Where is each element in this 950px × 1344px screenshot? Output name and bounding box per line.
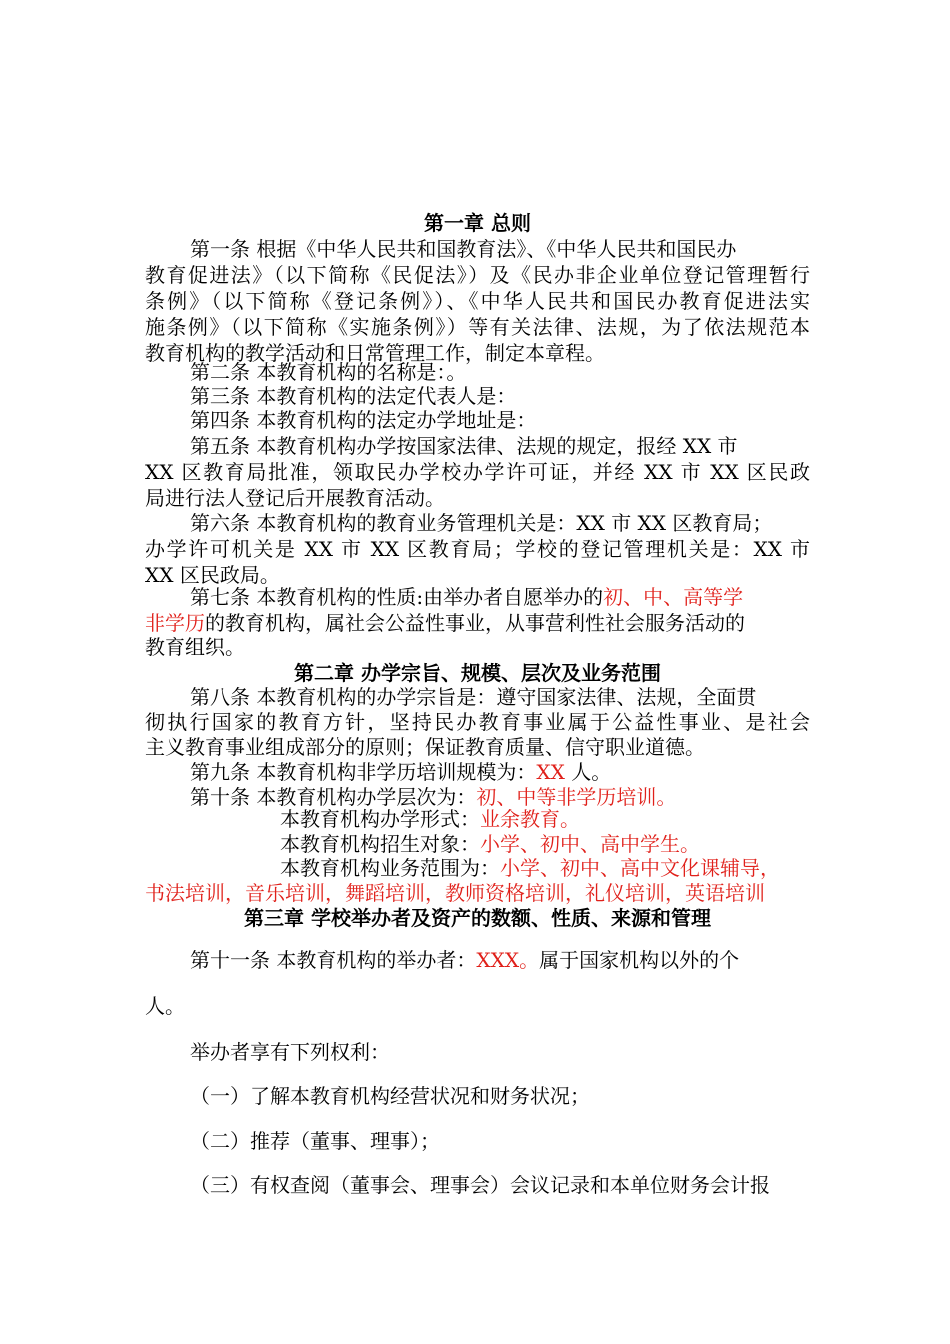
school-form-value: 业余教育。: [480, 807, 580, 831]
article-1-line-2: 教育促进法》（以下简称《民促法》）及《民办非企业单位登记管理暂行: [145, 263, 810, 287]
article-6-line-2: 办学许可机关是 XX 市 XX 区教育局；学校的登记管理机关是：XX 市: [145, 537, 810, 561]
chapter-3-title: 第三章 学校举办者及资产的数额、性质、来源和管理: [244, 906, 711, 930]
enrollment-target-value: 小学、初中、高中学生。: [480, 832, 700, 856]
article-6-line-3: XX 区民政局。: [145, 563, 280, 587]
enrollment-target-label: 本教育机构招生对象：: [280, 832, 480, 856]
article-9-text: 第九条 本教育机构非学历培训规模为：: [190, 760, 537, 784]
article-11-line-1: [190, 947, 810, 973]
article-5-line-2: XX 区教育局批准，领取民办学校办学许可证，并经 XX 市 XX 区民政: [145, 460, 810, 484]
article-8-line-1: 第八条 本教育机构的办学宗旨是：遵守国家法律、法规，全面贯: [190, 685, 757, 709]
school-form: [280, 806, 810, 832]
article-1-line-4: 施条例》（以下简称《实施条例》）等有关法律、法规，为了依法规范本: [145, 315, 810, 339]
article-9-value: XX: [536, 760, 565, 784]
business-scope-value: 小学、初中、高中文化课辅导，: [500, 856, 780, 880]
article-7-highlight-2: 非学历: [145, 611, 205, 635]
article-7-highlight: 初、中、高等学: [603, 585, 744, 609]
article-5-line-3: 局进行法人登记后开展教育活动。: [145, 486, 445, 510]
article-7-text: 第七条 本教育机构的性质:由举办者自愿举办的: [190, 585, 604, 609]
article-9-unit: 人。: [564, 760, 612, 784]
article-1-line-5: 教育机构的教学活动和日常管理工作，制定本章程。: [145, 341, 605, 365]
article-11-tail: 属于国家机构以外的个: [539, 948, 740, 972]
article-1-line-3: 条例》（以下简称《登记条例》）、《中华人民共和国民办教育促进法实: [145, 289, 810, 313]
article-11-line-2: 人。: [145, 994, 185, 1018]
business-scope-label: 本教育机构业务范围为：: [280, 856, 500, 880]
article-6-line-1: 第六条 本教育机构的教育业务管理机关是：XX 市 XX 区教育局；: [190, 511, 773, 535]
article-3: 第三条 本教育机构的法定代表人是：: [190, 384, 517, 408]
right-item-2: （二）推荐（董事、理事）；: [190, 1129, 440, 1153]
article-7-line-2: [145, 610, 810, 636]
article-10-text: 第十条 本教育机构办学层次为：: [190, 785, 477, 809]
article-2: 第二条 本教育机构的名称是：。: [190, 360, 467, 384]
enrollment-target: [280, 831, 810, 857]
rights-intro: 举办者享有下列权利：: [190, 1040, 390, 1064]
article-5-line-1: 第五条 本教育机构办学按国家法律、法规的规定，报经 XX 市: [190, 434, 738, 458]
school-form-label: 本教育机构办学形式：: [280, 807, 480, 831]
chapter-2-title: 第二章 办学宗旨、规模、层次及业务范围: [294, 661, 661, 685]
article-10-value: 初、中等非学历培训。: [476, 785, 677, 809]
chapter-1-title: 第一章 总则: [424, 211, 531, 235]
business-scope-line-1: [280, 855, 810, 881]
article-7-text-2: 的教育机构，属社会公益性事业，从事营利性社会服务活动的: [205, 611, 745, 635]
business-scope-line-2: 书法培训，音乐培训，舞蹈培训，教师资格培训，礼仪培训，英语培训: [145, 881, 765, 905]
article-8-line-2: 彻执行国家的教育方针，坚持民办教育事业属于公益性事业、是社会: [145, 710, 810, 734]
article-11-value: XXX。: [476, 948, 540, 972]
right-item-3: （三）有权查阅（董事会、理事会）会议记录和本单位财务会计报: [190, 1173, 770, 1197]
article-7-line-1: [190, 584, 810, 610]
article-7-line-3: 教育组织。: [145, 635, 245, 659]
article-8-line-3: 主义教育事业组成部分的原则；保证教育质量、信守职业道德。: [145, 735, 705, 759]
article-11-text: 第十一条 本教育机构的举办者：: [190, 948, 477, 972]
article-9: [190, 759, 810, 785]
article-1-line-1: 第一条 根据《中华人民共和国教育法》、《中华人民共和国民办: [190, 237, 737, 261]
article-4: 第四条 本教育机构的法定办学地址是：: [190, 408, 537, 432]
right-item-1: （一）了解本教育机构经营状况和财务状况；: [190, 1084, 590, 1108]
